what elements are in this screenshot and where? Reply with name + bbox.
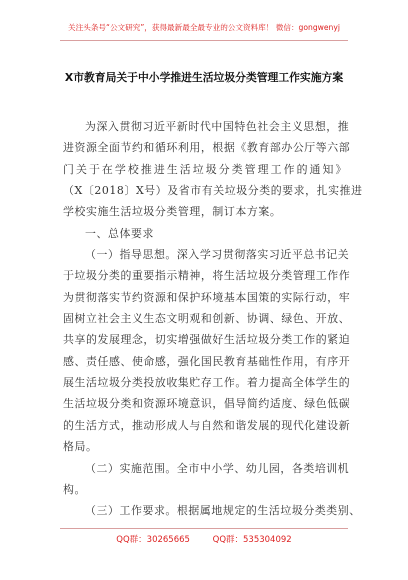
header-notice: 关注头条号“公文研究”，获得最新最全最专业的公文资料库！ 微信：gongwenyj [68,23,340,32]
paragraph-line: 展生活垃圾分类投放收集贮存工作。着力提高全体学生的 [63,376,351,390]
footer-qq-group-1: QQ群：30265665 [116,535,190,545]
paragraph-line: （三）工作要求。根据属地规定的生活垃圾分类类别、 [85,504,361,518]
footer-qq-group-2: QQ群：535304092 [212,535,292,545]
paragraph-line: 学校实施生活垃圾分类管理，制订本方案。 [63,205,282,219]
paragraph-line: 构。 [63,482,86,496]
paragraph-line: （二）实施范围。全市中小学、幼儿园，各类培训机 [85,461,350,475]
paragraph-line: 共享的发展理念，切实增强做好生活垃圾分类工作的紧迫 [63,333,351,347]
paragraph-line: 生活垃圾分类和资源环境意识，倡导简约适度、绿色低碳 [63,397,351,411]
document-body [63,116,363,522]
paragraph-line: 感、责任感、使命感，强化国民教育基础性作用，有序开 [63,354,351,368]
paragraph-line: 于垃圾分类的重要指示精神，将生活垃圾分类管理工作作 [63,269,351,283]
paragraph-line: 格局。 [63,440,98,454]
header-divider [60,40,348,41]
document-title: X市教育局关于中小学推进生活垃圾分类管理工作实施方案 [64,71,344,84]
paragraph-line: 的生活方式，推动形成人与自然和谐发展的现代化建设新 [63,418,351,432]
section-heading: 一、总体要求 [85,226,154,240]
paragraph-line: 进资源全面节约和循环利用，根据《教育部办公厅等六部 [63,141,351,155]
paragraph-line: 固树立社会主义生态文明观和创新、协调、绿色、开放、 [63,312,351,326]
paragraph-line: （一）指导思想。深入学习贯彻落实习近平总书记关 [85,248,350,262]
paragraph-line: 为贯彻落实节约资源和保护环境基本国策的实际行动，牢 [63,290,351,304]
paragraph-line: 为深入贯彻习近平新时代中国特色社会主义思想，推 [85,120,350,133]
footer [0,533,408,545]
footer-divider [60,528,348,529]
paragraph-line: （X〔2018〕X号）及省市有关垃圾分类的要求，扎实推进 [63,184,363,198]
paragraph-line: 门关于在学校推进生活垃圾分类管理工作的通知》 [63,162,347,176]
